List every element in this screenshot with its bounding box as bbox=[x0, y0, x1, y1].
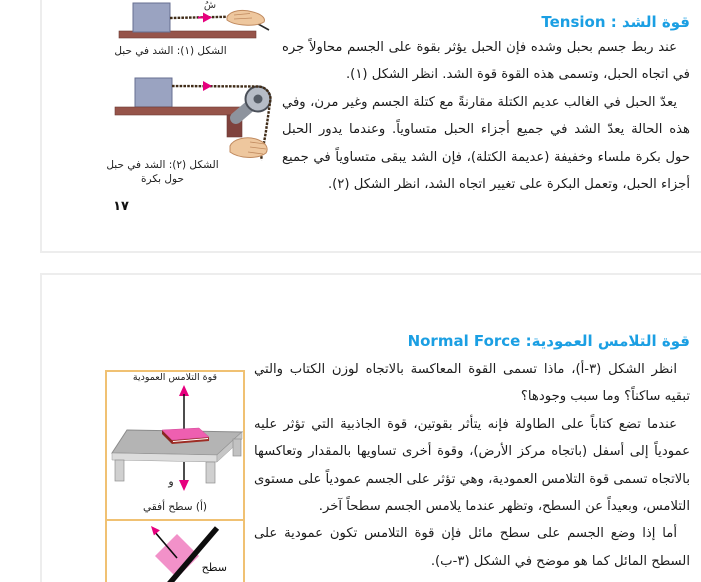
table-leg bbox=[115, 460, 124, 481]
normal-force-paragraph-3: أما إذا وضع الجسم على سطح مائل فإن قوة التلامس تكون عمودية على السطح المائل كما هو موضح في الشكل (٣-ب). bbox=[254, 526, 690, 569]
tension-arrow-icon bbox=[203, 81, 212, 91]
page-number: ١٧ bbox=[113, 199, 129, 214]
section-heading-normal-force: قوة التلامس العمودية: Normal Force bbox=[407, 332, 690, 350]
tension-paragraph-2: يعدّ الحبل في الغالب عديم الكتلة مقارنةً مع كتلة الجسم وغير مرن، وفي هذه الحالة يعدّ الشد في جميع أجزاء الحبل متساوياً. وعندما يدور الحبل حول بكرة ملساء وخفيفة (عديمة الكتلة)، فإن الشد يبقى متساوياً في جميع أجزاء الحبل، وتعمل البكرة على تغيير اتجاه الشد، انظر الشكل (٢). bbox=[282, 94, 690, 193]
table-leg bbox=[233, 439, 241, 456]
figure3a-caption: (أ) سطح أفقي bbox=[143, 501, 207, 513]
hand bbox=[230, 138, 267, 158]
tension-paragraphs bbox=[282, 34, 690, 198]
normal-arrowhead-icon bbox=[151, 526, 160, 535]
pulley-axle bbox=[254, 95, 263, 104]
figure1-caption: الشكل (١): الشد في حبل bbox=[114, 45, 227, 57]
figure2-caption: الشكل (٢): الشد في حبل حول بكرة bbox=[106, 159, 219, 185]
figure1-rope-tension-illustration bbox=[103, 1, 278, 43]
normal-force-paragraph-2: عندما تضع كتاباً على الطاولة فإنه يتأثر بقوتين، قوة الجاذبية التي تؤثر عليه عمودياً إلى أسفل (باتجاه مركز الأرض)، وقوة أخرى تساويها بالمقدار وتعاكسها بالاتجاه تسمى قوة التلامس العمودية، وهي تؤثر على الجسم عمودياً على مستوى التلامس، وبعيداً عن السطح، وتظهر عندما يلامس الجسم سطحاً آخر. bbox=[253, 416, 690, 515]
normal-force-paragraphs bbox=[254, 356, 690, 575]
figure3-panel-divider bbox=[105, 519, 245, 521]
normal-force-arrow-label: قوة التلامس العمودية bbox=[132, 372, 218, 383]
inclined-surface-label: سطح bbox=[201, 561, 227, 574]
normal-force-paragraph-1: انظر الشكل (٣-أ)، ماذا تسمى القوة المعاكسة بالاتجاه لوزن الكتاب والتي تبقيه ساكناً؟ وما سبب وجودها؟ bbox=[254, 362, 690, 405]
hand bbox=[227, 10, 264, 25]
tension-symbol-label: شُ bbox=[203, 0, 217, 11]
tension-paragraph-1: عند ربط جسم بحبل وشده فإن الحبل يؤثر بقوة على الجسم محاولاً جره في اتجاه الحبل، وتسمى هذه القوة قوة الشد. انظر الشكل (١). bbox=[282, 40, 690, 83]
tension-arrow-icon bbox=[203, 13, 212, 23]
table-board bbox=[115, 107, 242, 115]
section-heading-tension: قوة الشد : Tension bbox=[541, 13, 690, 31]
block bbox=[133, 3, 170, 32]
figure2-pulley-illustration bbox=[100, 76, 275, 166]
block bbox=[135, 78, 172, 107]
weight-arrow-label: و bbox=[168, 475, 174, 488]
down-arrowhead-icon bbox=[179, 480, 189, 491]
table-leg bbox=[206, 462, 215, 483]
